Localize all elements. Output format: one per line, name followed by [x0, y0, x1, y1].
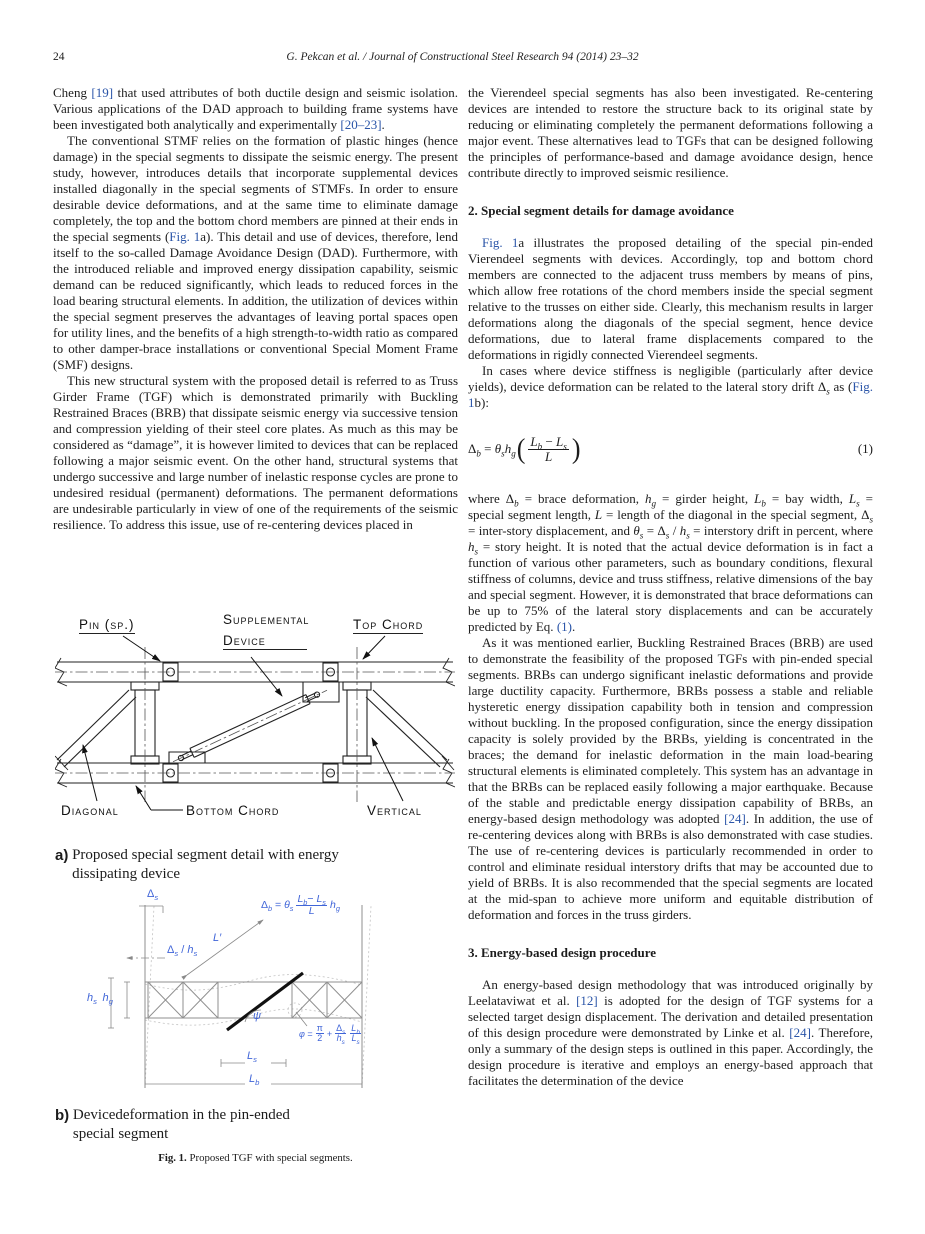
reference-link[interactable]: (1) — [556, 619, 572, 635]
caption-a — [55, 846, 385, 884]
caption-b — [55, 1106, 385, 1144]
caption-a-text: Proposed special segment detail with energy dissipating device — [72, 847, 339, 882]
figure-1-caption-text: Proposed TGF with special segments. — [189, 1152, 353, 1164]
right-column — [468, 85, 873, 1089]
paragraph: Fig. 1a illustrates the proposed detailing of the special pin-ended Vierendeel segments with devices. Accordingly, top and bottom chord members are connected to the adjacent truss members by means of pins, which allow free rotations of the chord members inside the special segment relative to the trusses on either side. Clearly, this mechanism results in larger deformations along the diagonals of the special segment, hence device deformations, due to lateral frame displacements compared to the deformations in rigidly connected Vierendeel segments. — [468, 235, 873, 362]
reference-link[interactable]: [19] — [91, 85, 114, 100]
right-paren: ) — [571, 432, 581, 465]
running-head: G. Pekcan et al. / Journal of Constructional Steel Research 94 (2014) 23–32 — [286, 51, 639, 63]
caption-b-text: Devicedeformation in the pin-ended special segment — [72, 1107, 290, 1142]
label-device: Device — [223, 633, 307, 650]
equation-body: $\Delta_b = \theta_sh_g$ ( $\frac{L_b - L_s}{L}$ ) — [468, 432, 581, 465]
paragraph: Cheng [19] that used attributes of both ductile design and seismic isolation. Various applications of the DAD approach to building frame systems have been investigated both analytically and experimentally [20–23]. — [53, 85, 458, 132]
paragraph: where $\Delta_b$ = brace deformation, $h_g$ = girder height, $L_b$ = bay width, $L_s$ = special segment length, L = length of the diagonal in the special segment, $\Delta_s$ = inter-story displacement, and $\theta_s = \Delta_s / h_s$ = interstory drift in percent, where $h_s$ = story height. It is noted that the actual device deformation is in fact a function of various other parameters, such as boundary conditions, flexural stiffness of columns, device and truss stiffness, relative dimensions of the bay and special segment. However, it is demonstrated that brace deformations can be up to 75% of the lateral story displacements and can be accurately predicted by Eq. (1). — [468, 491, 873, 635]
label-vertical: Vertical — [367, 803, 422, 818]
paragraph: This new structural system with the proposed detail is referred to as Truss Girder Frame (TGF) which is demonstrated primarily with Buckling Restrained Braces (BRB) that dissipate seismic energy via successive tension and compression yielding of their steel core plates. As much as this may be considered as “damage”, it is however limited to devices that can be replaced following a major seismic event. On the other hand, structural systems that undergo successive and large number of inelastic response cycles are prone to undesired residual (permanent) deformations. The permanent deformations are undesirable particularly in view of one of the requirements of the seismic resilience. To address this issue, use of re-centering devices placed in — [53, 373, 458, 532]
figure-b-drawing — [53, 886, 463, 1102]
label-ls: $L_s$ — [247, 1050, 257, 1065]
reference-link[interactable]: Fig. 1 — [169, 229, 201, 244]
reference-link[interactable]: Fig. 1 — [468, 379, 873, 410]
reference-link[interactable]: [20–23] — [340, 117, 382, 132]
label-delta-s: $\Delta_s$ — [147, 888, 159, 903]
page-number: 24 — [53, 51, 65, 63]
label-drift-ratio: $\Delta_s / h_s$ — [167, 944, 198, 959]
figure-1a — [55, 612, 455, 840]
equation-number: (1) — [857, 441, 873, 457]
paragraph: An energy-based design methodology that was introduced originally by Leelataviwat et al. [12] is adopted for the design of TGF systems for a selected target design displacement. The derivation and detailed presentation of this design procedure were demonstrated by Linke et al. [24]. Therefore, only a summary of the design steps is outlined in this paper. Accordingly, the design procedure is iterative and employs an energy-based approach that facilitates the determination of the device — [468, 977, 873, 1089]
paragraph: As it was mentioned earlier, Buckling Restrained Braces (BRB) are used to demonstrate the feasibility of the proposed TGFs with pin-ended special segments. BRBs can undergo significant inelastic deformations and provide large ductility capacity. Furthermore, BRBs possess a stable and reliable hysteretic energy dissipation capability both in tension and compression without buckling. In the proposed configuration, since the energy dissipation capacity is solely provided by the BRBs, yielding is concentrated in the braces; the demand for inelastic deformation in the main load-bearing structural elements is eliminated completely. This system has an advantage in that the BRBs can be replaced easily following a major earthquake. Because of the stable and predictable energy dissipation capability of BRBs, an energy-based design methodology was adopted [24]. In addition, the use of re-centering devices along with BRBs is also demonstrated with case studies. The use of re-centering devices is particularly recommended in order to control and eliminate residual interstory drifts that may be accounted due to yield of BRBs. It is also recommended that the special segments are located at the mid-span to achieve more uniform and equitable distribution of deformation and forces in the truss girders. — [468, 635, 873, 923]
label-top-chord: Top Chord — [353, 617, 424, 632]
section-heading-3: 3. Energy-based design procedure — [468, 945, 657, 961]
paragraph: The conventional STMF relies on the formation of plastic hinges (hence damage) in the special segments to dissipate the seismic energy. The present study, however, introduces details that incorporate supplemental devices installed diagonally in the special segments of STMFs. In order to ensure desirable device deformations, and at the same time to eliminate damage completely, the top and the bottom chord members are pinned at their ends in the special segments (Fig. 1a). This detail and use of devices, therefore, lend itself to the so-called Damage Avoidance Design (DAD). Furthermore, with the introduced reliable and improved energy dissipation capability, seismic demand can be reduced significantly, which leads to reduced forces in the load bearing structural elements. In addition, the utilization of devices within the special segment preserves the advantages of leaving portal spaces open for utility lines, and the benefits of a high strength-to-width ratio as compared to other damper-brace installations or conventional Special Moment Frame (SMF) designs. — [53, 133, 459, 372]
figure-1-caption — [53, 1152, 458, 1164]
label-diagonal: Diagonal — [61, 803, 119, 818]
figure-1b — [53, 886, 463, 1102]
section-heading-2: 2. Special segment details for damage avoidance — [468, 203, 734, 218]
label-bottom-chord: Bottom Chord — [186, 803, 280, 818]
reference-link[interactable]: [24] — [789, 1025, 811, 1041]
label-brace-equation: $\Delta_b = \theta_s$ $\frac{L_b- L_s}{L}$ $h_g$ — [261, 893, 340, 917]
figure-1-caption-label: Fig. 1. — [158, 1152, 187, 1164]
paragraph: the Vierendeel special segments has also been investigated. Re-centering devices are intended to restore the structure back to its original state by reducing or eliminating completely the permanent deformations following a major event. These alternatives lead to TGFs that can be designed following the principles of performance-based and damage avoidance design, hence contribute directly to improved seismic resilience. — [468, 85, 873, 180]
label-lb: $L_b$ — [249, 1073, 260, 1088]
left-column — [53, 85, 458, 533]
caption-b-tag: b) — [55, 1107, 70, 1124]
label-phi-equation: φ = $\frac{\pi}{2}$ + $\frac{\Delta_s}{h_s}$ $\frac{L_b}{L_s}$ — [299, 1023, 360, 1046]
reference-link[interactable]: [12] — [576, 993, 598, 1009]
label-pin: Pin (sp.) — [79, 617, 135, 632]
label-l-prime: L′ — [213, 932, 222, 944]
diagonal-member-left — [55, 690, 136, 770]
caption-a-tag: a) — [55, 847, 69, 864]
label-psi-angle: ψ — [253, 1010, 262, 1022]
fraction: $\frac{L_b - L_s}{L}$ — [530, 434, 567, 464]
label-heights: $h_s$ $h_g$ — [87, 992, 113, 1007]
pin-symbol — [163, 663, 338, 782]
diagonal-member-right — [366, 690, 454, 770]
label-supplemental: Supplemental — [223, 612, 310, 627]
paragraph: In cases where device stiffness is negligible (particularly after device yields), device deformation can be related to the lateral story drift $\Delta_s$ as (Fig. 1b): — [468, 363, 873, 410]
reference-link[interactable]: [24] — [724, 811, 746, 827]
reference-link[interactable]: Fig. 1 — [482, 235, 519, 250]
equation-1 — [468, 432, 873, 465]
left-paren: ( — [516, 432, 526, 465]
